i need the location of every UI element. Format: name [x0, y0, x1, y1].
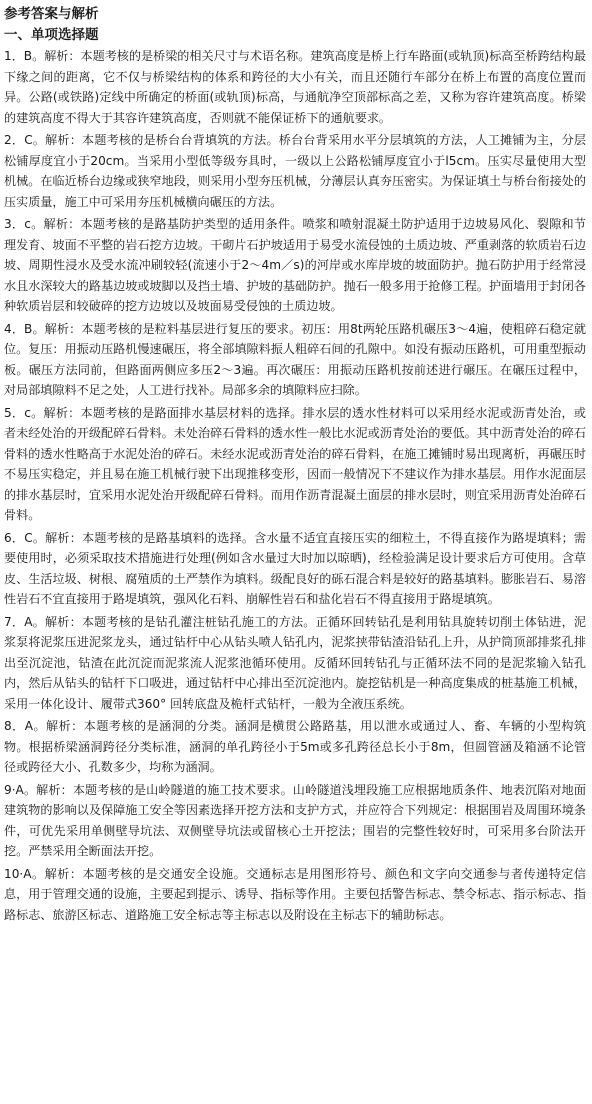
answer-8: 8．A。解析：本题考核的是涵洞的分类。涵洞是横贯公路路基，用以泄水或通过人、畜、车辆的小型构筑物。根据桥梁涵洞跨径分类标准，涵洞的单孔跨径小于5m或多孔跨径总长小于8m，但圆管涵及箱涵不论管径或跨径大小、孔数多少，均称为涵洞。	[4, 719, 586, 774]
answer-2: 2．C。解析：本题考核的是桥台台背填筑的方法。桥台台背采用水平分层填筑的方法，人工摊铺为主，分层松铺厚度宜小于20cm。当采用小型低等级夯具时，一级以上公路松铺厚度宜小于l5cm。压实尽量使用大型机械。在临近桥台边缘或狭窄地段，则采用小型夯压机械，分薄层认真夯压密实。为保证填土与桥台衔接处的压实质量，施工中可采用夯压机械横向碾压的方法。	[4, 133, 586, 209]
answer-4: 4．B。解析：本题考核的是粒料基层进行复压的要求。初压：用8t两轮压路机碾压3～4遍，使粗碎石稳定就位。复压：用振动压路机慢速碾压，将全部填隙料振人粗碎石间的孔隙中。如没有振动压路机，可用重型振动板。碾压方法同前，但路面两侧应多压2～3遍。再次碾压：用振动压路机按前述进行碾压。在碾压过程中，对局部填隙料不足之处，人工进行找补。局部多余的填隙料应扫除。	[4, 321, 586, 397]
section-heading: 一、单项选择题	[4, 27, 99, 43]
answer-3: 3．c。解析：本题考核的是路基防护类型的适用条件。喷浆和喷射混凝土防护适用于边坡易风化、裂隙和节理发育、坡面不平整的岩石挖方边坡。干砌片石护坡适用于易受水流侵蚀的土质边坡、严重剥落的软质岩石边坡、周期性浸水及受水流冲刷较轻(流速小于2～4m／s)的河岸或水库岸坡的坡面防护。抛石防护用于经常浸水且水深较大的路基边坡或坡脚以及挡土墙、护坡的基础防护。抛石一般多用于抢修工程。护面墙用于封闭各种软质岩层和较破碎的挖方边坡以及坡面易受侵蚀的土质边坡。	[4, 217, 586, 313]
answer-1: 1．B。解析：本题考核的是桥梁的相关尺寸与术语名称。建筑高度是桥上行车路面(或轨顶)标高至桥跨结构最下缘之间的距离，它不仅与桥梁结构的体系和跨径的大小有关，而且还随行车部分在桥上布置的高度位置而异。公路(或铁路)定线中所确定的桥面(或轨顶)标高，与通航净空顶部标高之差，又称为容许建筑高度。桥梁的建筑高度不得大于其容许建筑高度，否则就不能保证桥下的通航要求。	[4, 49, 586, 125]
answer-6: 6．C。解析：本题考核的是路基填料的选择。含水量不适宜直接压实的细粒土，不得直接作为路堤填料；需要使用时，必须采取技术措施进行处理(例如含水量过大时加以晾晒)，经检验满足设计要求后方可使用。含草皮、生活垃圾、树根、腐殖质的土严禁作为填料。级配良好的砾石混合料是较好的路基填料。膨胀岩石、易溶性岩石不宜直接用于路堤填筑，强风化石料、崩解性岩石和盐化岩石不得直接用于路堤填筑。	[4, 530, 586, 606]
answer-10: 10·A。解析：本题考核的是交通安全设施。交通标志是用图形符号、颜色和文字向交通参与者传递特定信息，用于管理交通的设施，主要起到提示、诱导、指标等作用。主要包括警告标志、禁令标志、指示标志、指路标志、旅游区标志、道路施工安全标志等主标志以及附设在主标志下的辅助标志。	[4, 866, 586, 922]
answer-7: 7．A。解析：本题考核的是钻孔灌注桩钻孔施工的方法。正循环回转钻孔是利用钻具旋转切削土体钻进，泥浆泵将泥浆压进泥浆龙头，通过钻杆中心从钻头喷人钻孔内，泥浆挟带钻渣沿钻孔上升，从护筒顶部排浆孔排出至沉淀池，钻渣在此沉淀而泥浆流人泥浆池循环使用。反循环回转钻孔与正循环法不同的是泥浆输入钻孔内，然后从钻头的钻杆下口吸进，通过钻杆中心排出至沉淀池内。旋挖钻机是一种高度集成的桩基施工机械，采用一体化设计、履带式360° 回转底盘及桅杆式钻杆，一般为全液压系统。	[4, 614, 586, 711]
answer-5: 5．c。解析：本题考核的是路面排水基层材料的选择。排水层的透水性材料可以采用经水泥或沥青处治，或者未经处治的开级配碎石骨料。未处治碎石骨料的透水性一般比水泥或沥青处治的要低。其中沥青处治的碎石骨料的透水性略高于水泥处治的碎石。未经水泥或沥青处治的碎石骨料，在施工摊铺时易出现离析，再碾压时不易压实稳定，并且易在施工机械行驶下出现推移变形，因而一般情况下不建议作为排水基层。用作水泥面层的排水基层时，宜采用水泥处治开级配碎石骨料。而用作沥青混凝土面层的排水层时，则宜采用沥青处治碎石骨料。	[4, 405, 586, 522]
answer-9: 9·A。解析：本题考核的是山岭隧道的施工技术要求。山岭隧道浅埋段施工应根据地质条件、地表沉陷对地面建筑物的影响以及保障施工安全等因素选择开挖方法和支护方式，并应符合下列规定：根据围岩及周围环境条件，可优先采用单侧壁导坑法、双侧壁导坑法或留核心土开挖法；围岩的完整性较好时，可采用多台阶法开挖。严禁采用全断面法开挖。	[4, 782, 586, 858]
document-title: 参考答案与解析	[4, 6, 99, 22]
